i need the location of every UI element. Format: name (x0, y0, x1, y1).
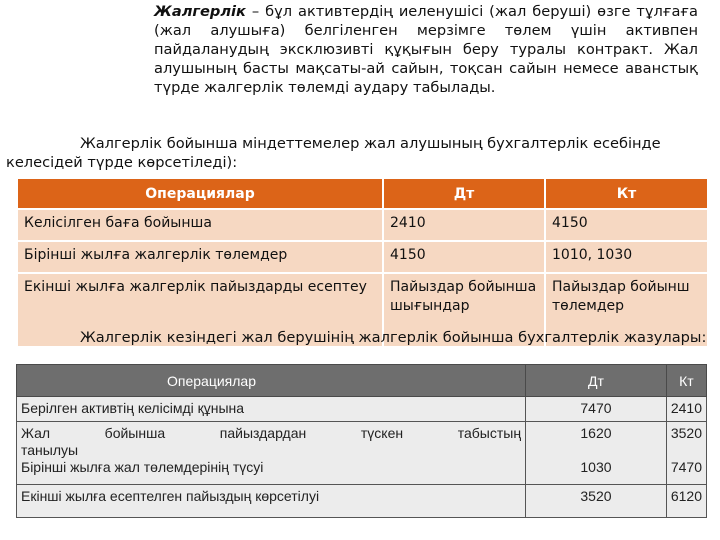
debit-cell: 7470 (526, 397, 667, 422)
operation-cell (17, 422, 526, 485)
debit-cell: 3520 (526, 485, 667, 518)
operation-cell: Екінші жылға есептелген пайыздың көрсетілуі (17, 485, 526, 518)
credit-cell: 4150 (545, 209, 708, 241)
header-debit: Дт (526, 365, 667, 397)
credit-cell: 6120 (666, 485, 706, 518)
header-operations: Операциялар (17, 365, 526, 397)
debit-cell: Пайыздар бойынша шығындар (383, 273, 545, 347)
lessee-paragraph: Жалгерлік бойынша міндеттемелер жал алушының бухгалтерлік есебінде келесідей түрде көрсетіледі): (6, 135, 661, 171)
header-credit: Кт (545, 178, 708, 209)
debit-cell: 4150 (383, 241, 545, 273)
table-row (17, 485, 707, 518)
header-operations: Операциялар (17, 178, 383, 209)
credit-value: 3520 (670, 425, 702, 441)
table-row (17, 241, 708, 273)
credit-cell (666, 422, 706, 485)
operation-cell: Бірінші жылға жалгерлік төлемдер (17, 241, 383, 273)
definition-text: – бұл активтердің иеленушісі (жал беруші) өзге тұлғаға (жал алушыға) белгіленген мерзімге төлем үшін активпен пайдаланудың эксклюзивті құқығын беру туралы контракт. Жал алушының басты мақсаты-ай сайын, тоқсан сайын немесе аванстық түрде жалгерлік төлемді аудару табылады. (154, 3, 698, 96)
lessee-entries-table (16, 177, 709, 348)
debit-cell: 2410 (383, 209, 545, 241)
operation-cell: Екінші жылға жалгерлік пайыздарды есептеу (17, 273, 383, 347)
definition-paragraph (154, 2, 698, 97)
operation-line: Жал бойынша пайыздардан түскен табыстың (21, 425, 522, 441)
table-header-row (17, 365, 707, 397)
operation-line: танылуы (21, 442, 79, 458)
credit-value: 7470 (670, 459, 702, 475)
lessor-paragraph: Жалгерлік кезіндегі жал берушінің жалгерлік бойынша бухгалтерлік жазулары: (80, 329, 707, 346)
header-debit: Дт (383, 178, 545, 209)
header-credit: Кт (666, 365, 706, 397)
debit-value: 1030 (580, 459, 612, 475)
table-row (17, 397, 707, 422)
debit-value: 1620 (580, 425, 612, 441)
operation-line: Бірінші жылға жал төлемдерінің түсуі (21, 459, 264, 475)
credit-cell: 1010, 1030 (545, 241, 708, 273)
credit-cell: Пайыздар бойынш төлемдер (545, 273, 708, 347)
debit-cell (526, 422, 667, 485)
lessor-entries-table (16, 364, 707, 518)
table-row (17, 209, 708, 241)
operation-cell: Келісілген баға бойынша (17, 209, 383, 241)
definition-term: Жалгерлік (154, 3, 246, 20)
operation-cell: Берілген активтің келісімді құнына (17, 397, 526, 422)
table-header-row (17, 178, 708, 209)
table-row (17, 422, 707, 485)
credit-cell: 2410 (666, 397, 706, 422)
